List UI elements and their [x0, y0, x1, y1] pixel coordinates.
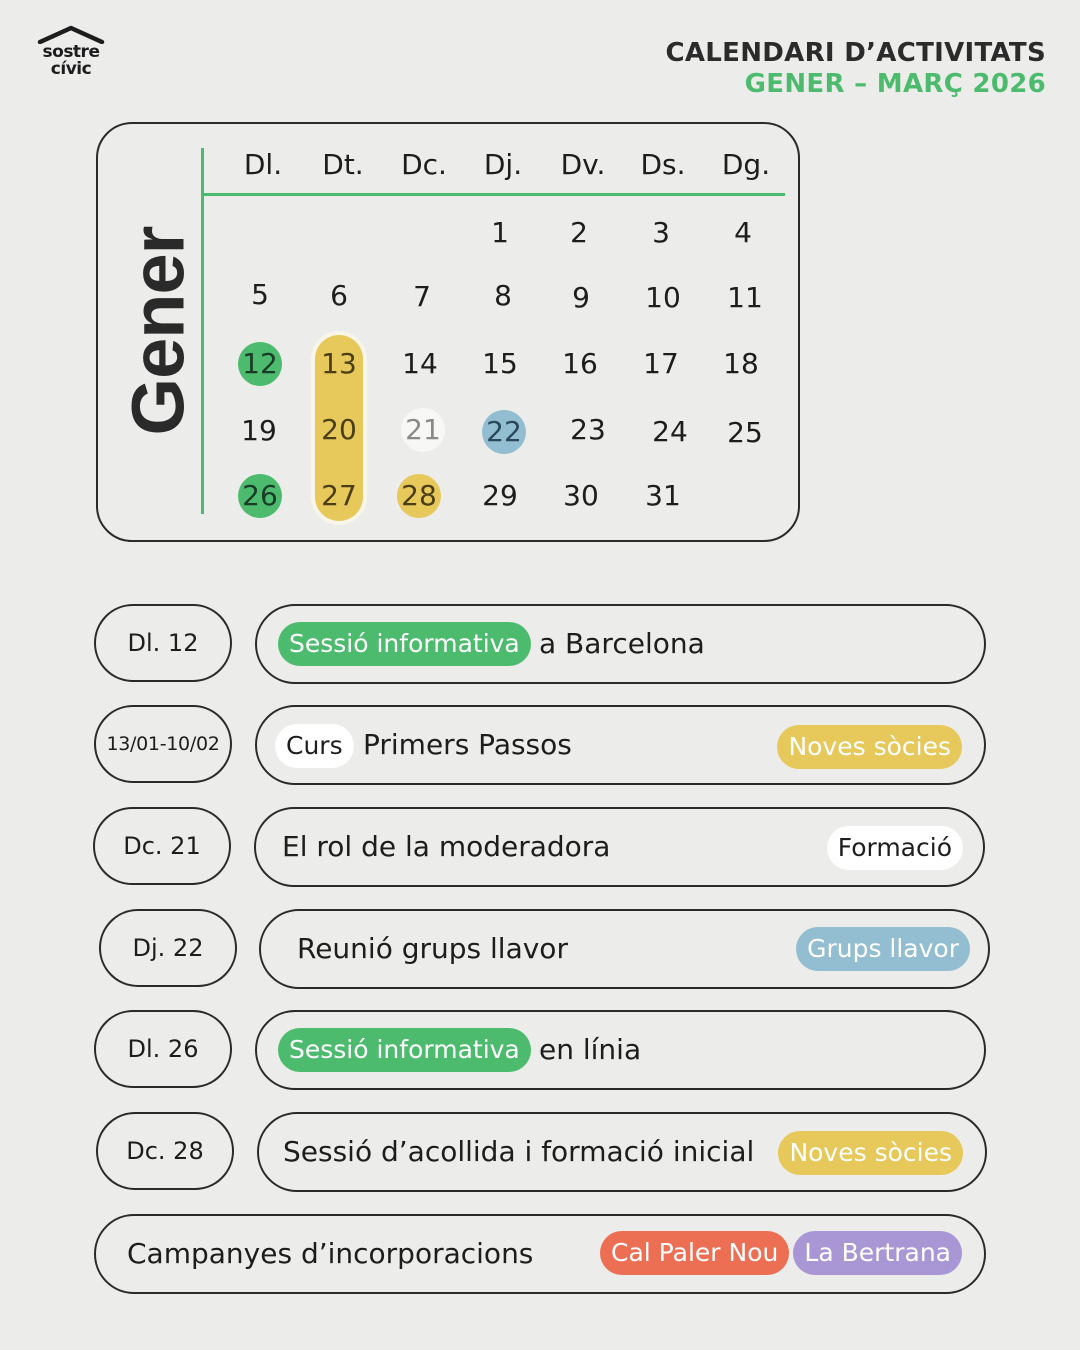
- weekday-sat: Ds.: [640, 148, 686, 181]
- calendar-day[interactable]: 15: [482, 347, 518, 380]
- calendar-day[interactable]: 7: [413, 280, 431, 313]
- calendar-day[interactable]: 4: [734, 216, 752, 249]
- weekday-fri: Dv.: [560, 148, 606, 181]
- calendar-day[interactable]: 3: [652, 216, 670, 249]
- weekday-wed: Dc.: [401, 148, 447, 181]
- calendar-day-highlighted[interactable]: 27: [321, 479, 357, 512]
- page-subtitle: GENER – MARÇ 2026: [744, 69, 1046, 99]
- event-date: Dl. 26: [94, 1010, 232, 1088]
- calendar-day[interactable]: 17: [643, 347, 679, 380]
- calendar-day[interactable]: 30: [563, 479, 599, 512]
- calendar-day-highlighted[interactable]: 20: [321, 413, 357, 446]
- event-date: Dl. 12: [94, 604, 232, 682]
- event-date: Dc. 21: [93, 807, 231, 885]
- calendar-day-highlighted[interactable]: 12: [238, 342, 282, 386]
- calendar-day[interactable]: 11: [727, 281, 763, 314]
- weekday-sun: Dg.: [721, 148, 771, 181]
- calendar-day[interactable]: 8: [494, 279, 512, 312]
- calendar-day-highlighted[interactable]: 13: [321, 347, 357, 380]
- event-date: Dc. 28: [96, 1112, 234, 1190]
- weekday-thu: Dj.: [483, 148, 523, 181]
- page-title: CALENDARI D’ACTIVITATS: [665, 38, 1046, 68]
- event-tag: Curs: [275, 724, 354, 768]
- event-date: 13/01-10/02: [94, 705, 232, 783]
- calendar-day[interactable]: 16: [562, 347, 598, 380]
- event-title: Reunió grups llavor: [297, 932, 568, 965]
- calendar-day[interactable]: 14: [402, 347, 438, 380]
- calendar-day[interactable]: 5: [251, 278, 269, 311]
- event-category-tag: Noves sòcies: [777, 725, 962, 769]
- event-category-tag: Grups llavor: [796, 927, 970, 971]
- calendar-horizontal-divider: [204, 193, 785, 196]
- event-row[interactable]: [257, 1112, 987, 1192]
- calendar-day[interactable]: 1: [491, 216, 509, 249]
- calendar-day[interactable]: 10: [645, 281, 681, 314]
- calendar-day[interactable]: 18: [723, 347, 759, 380]
- house-roof-icon: [36, 24, 106, 44]
- calendar-day[interactable]: 6: [330, 279, 348, 312]
- campaign-tag[interactable]: La Bertrana: [793, 1231, 962, 1275]
- event-row[interactable]: [255, 604, 986, 684]
- event-row[interactable]: [94, 1214, 986, 1294]
- calendar-day[interactable]: 31: [645, 479, 681, 512]
- calendar-day[interactable]: 19: [241, 414, 277, 447]
- event-tag: Sessió informativa: [278, 1028, 531, 1072]
- month-label: Gener: [116, 226, 200, 436]
- event-title: Primers Passos: [363, 728, 572, 761]
- calendar-day-highlighted[interactable]: 22: [482, 410, 526, 454]
- event-title: Sessió d’acollida i formació inicial: [283, 1135, 755, 1168]
- brand-name-line1: sostre: [42, 42, 100, 62]
- page-header: [666, 38, 1047, 100]
- event-category-tag: Noves sòcies: [778, 1131, 963, 1175]
- calendar-day[interactable]: 25: [727, 416, 763, 449]
- weekday-tue: Dt.: [322, 148, 364, 181]
- event-row[interactable]: [259, 909, 990, 989]
- calendar-vertical-divider: [201, 148, 204, 514]
- event-category-tag: Formació: [827, 826, 963, 870]
- calendar-day-highlighted[interactable]: 26: [238, 474, 282, 518]
- event-row[interactable]: [254, 807, 985, 887]
- event-title: en línia: [539, 1033, 642, 1066]
- calendar-day-highlighted[interactable]: 21: [401, 408, 445, 452]
- calendar-day[interactable]: 2: [570, 216, 588, 249]
- calendar-day[interactable]: 23: [570, 413, 606, 446]
- event-date: Dj. 22: [99, 909, 237, 987]
- event-tag: Sessió informativa: [278, 622, 531, 666]
- event-row[interactable]: [255, 705, 986, 785]
- calendar-day-highlighted[interactable]: 28: [397, 474, 441, 518]
- calendar-day[interactable]: 9: [572, 281, 590, 314]
- event-title: El rol de la moderadora: [282, 830, 611, 863]
- event-row[interactable]: [255, 1010, 986, 1090]
- campaign-tag[interactable]: Cal Paler Nou: [600, 1231, 789, 1275]
- brand-name-line2: cívic: [50, 59, 92, 79]
- calendar-day[interactable]: 24: [652, 415, 688, 448]
- brand-logo: [34, 24, 108, 78]
- event-title: a Barcelona: [539, 627, 705, 660]
- calendar-day[interactable]: 29: [482, 479, 518, 512]
- weekday-mon: Dl.: [243, 148, 283, 181]
- event-title: Campanyes d’incorporacions: [127, 1237, 534, 1270]
